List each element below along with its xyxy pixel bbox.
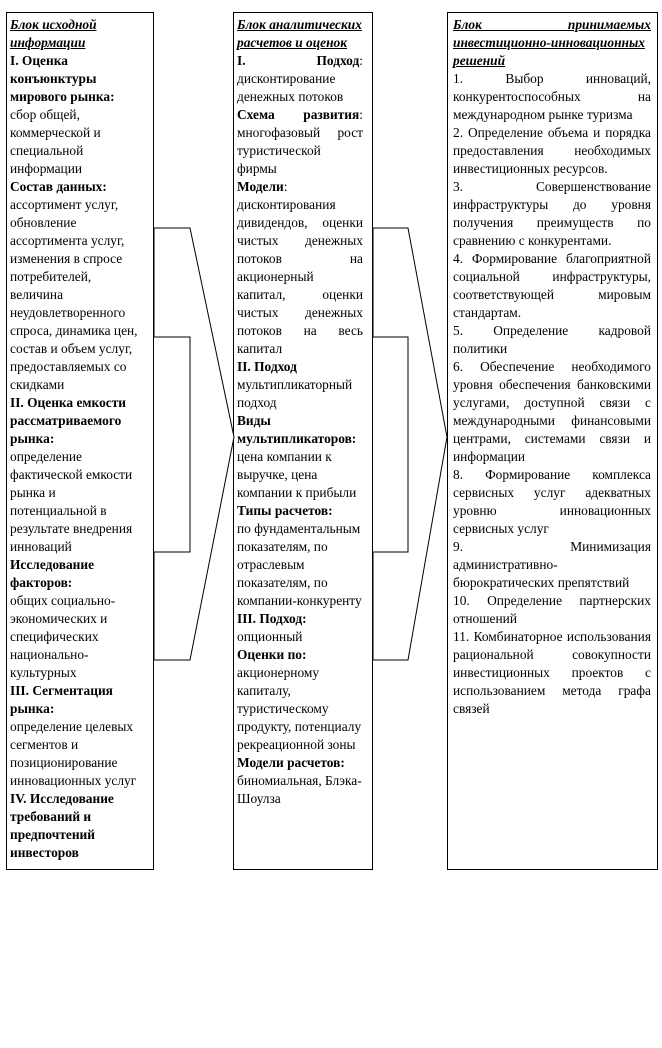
approach-heading: II. Подход	[237, 359, 297, 374]
calc-models-text: биномиальная, Блэка-Шоулза	[237, 773, 362, 806]
section-heading: II. Оценка емкости рассматриваемого рынка:	[10, 395, 126, 446]
decisions-block	[453, 16, 651, 718]
decision-item: 8. Формирование комплекса сервисных услуг адекватных уровню инновационных сервисных услуг	[453, 467, 651, 536]
subsection-text: общих социально-экономических и специфических национально-культурных	[10, 593, 116, 680]
evaluation-heading: Оценки по:	[237, 647, 307, 662]
scheme-text: : многофазовый рост туристической фирмы	[237, 107, 363, 176]
block-title: Блок аналитических расчетов и оценок	[237, 17, 362, 50]
block-title: Блок исходной информации	[10, 17, 97, 50]
analytics-block	[237, 16, 363, 808]
models	[237, 178, 363, 358]
approach-text: мультипликаторный подход	[237, 377, 353, 410]
decision-item: 6. Обеспечение необходимого уровня обеспечения банковскими услугами, доступной связи с международными финансовыми центрами, системами связи и информации	[453, 359, 651, 464]
section-heading: IV. Исследование требований и предпочтений инвесторов	[10, 791, 114, 860]
subsection-heading: Исследование факторов:	[10, 557, 95, 590]
decision-item: 5. Определение кадровой политики	[453, 323, 651, 356]
approach-heading: III. Подход:	[237, 611, 307, 626]
section-text: сбор общей, коммерческой и специальной информации	[10, 107, 101, 176]
development-scheme	[237, 106, 363, 178]
subsection-heading: Состав данных:	[10, 179, 107, 194]
approach-1	[237, 52, 363, 106]
section-text: определение фактической емкости рынка и потенциальной в результате внедрения инноваций	[10, 449, 133, 554]
arrow-block2-to-block3	[373, 228, 447, 660]
decision-item: 11. Комбинаторное использования рациональной совокупности инвестиционных проектов с использованием метода графа связей	[453, 629, 651, 716]
decision-item: 3. Совершенствование инфраструктуры до уровня получения преимуществ по сравнению с конкурентами.	[453, 179, 651, 248]
arrow-block1-to-block2	[154, 228, 234, 660]
section-heading: III. Сегментация рынка:	[10, 683, 113, 716]
decision-item: 10. Определение партнерских отношений	[453, 593, 651, 626]
types-text: по фундаментальным показателям, по отраслевым показателям, по компании-конкуренту	[237, 521, 362, 608]
section-heading: I. Оценка конъюнктуры мирового рынка:	[10, 53, 115, 104]
decision-item: 4. Формирование благоприятной социальной инфраструктуры, соответствующей мировым стандартам.	[453, 251, 651, 320]
section-text: определение целевых сегментов и позиционирование инновационных услуг	[10, 719, 137, 788]
kinds-heading: Виды мультипликаторов:	[237, 413, 357, 446]
approach-text: : дисконтирование денежных потоков	[237, 53, 363, 104]
calc-models-heading: Модели расчетов:	[237, 755, 345, 770]
decision-item: 2. Определение объема и порядка предоставления необходимых инвестиционных ресурсов.	[453, 125, 651, 176]
subsection-text: ассортимент услуг, обновление ассортимента услуг, изменения в спросе потребителей, величина неудовлетворенного спроса, динамика цен, состав и объем услуг, предоставляемых со скидками	[10, 197, 138, 392]
kinds-text: цена компании к выручке, цена компании к прибыли	[237, 449, 357, 500]
block-title: Блок принимаемых инвестиционно-инновационных решений	[453, 17, 651, 68]
types-heading: Типы расчетов:	[237, 503, 333, 518]
approach-heading: I. Подход	[237, 53, 360, 68]
models-heading: Модели	[237, 179, 284, 194]
decision-item: 1. Выбор инноваций, конкурентоспособных на международном рынке туризма	[453, 71, 651, 122]
scheme-heading: Схема развития	[237, 107, 360, 122]
decision-item: 9. Минимизация административно-бюрократических препятствий	[453, 539, 651, 590]
models-text: : дисконтирования дивидендов, оценки чистых денежных потоков на акционерный капитал, оценки чистых денежных потоков на весь капитал	[237, 179, 363, 356]
evaluation-text: акционерному капиталу, туристическому продукту, потенциалу рекреационной зоны	[237, 665, 362, 752]
approach-text: опционный	[237, 629, 303, 644]
multiplier-kinds	[237, 412, 363, 502]
source-info-block	[10, 16, 142, 862]
